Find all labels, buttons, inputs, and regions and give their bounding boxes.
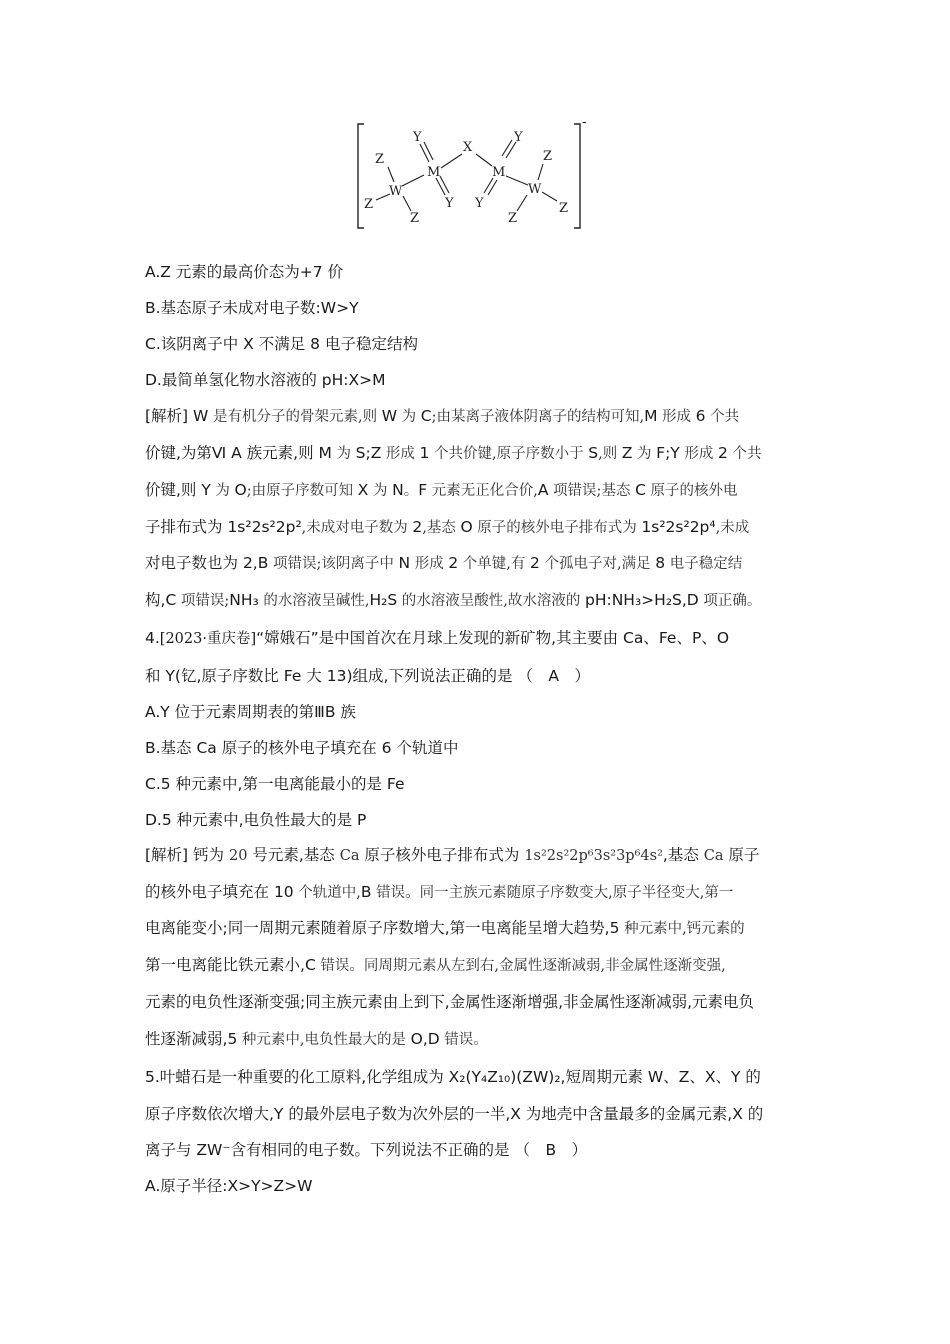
text-run: ,未成 bbox=[715, 520, 750, 536]
text-run: 1s²2s²2p² bbox=[227, 518, 302, 536]
text-run: pH:NH₃>H₂S,D bbox=[585, 591, 699, 609]
q4-option-d: D.5 种元素中,电负性最大的是 P bbox=[145, 811, 367, 829]
bracket-right bbox=[574, 124, 580, 228]
text-run: 是有机分子的骨架元素,则 bbox=[208, 409, 382, 425]
text-run: W bbox=[381, 407, 398, 425]
text-run: 钙为 bbox=[193, 846, 229, 864]
text-run: S;Z bbox=[355, 444, 382, 462]
text-run: 形成 bbox=[657, 409, 696, 425]
text-run: ;由某离子液体阴离子的结构可知, bbox=[431, 409, 645, 425]
text-run: 个单键,有 bbox=[458, 556, 531, 572]
text-run: 10 bbox=[273, 883, 294, 901]
text-run: 性逐渐减弱, bbox=[145, 1030, 228, 1048]
text-run: 5 bbox=[609, 919, 620, 937]
text-run: 电子稳定结 bbox=[665, 556, 743, 572]
text-run: B bbox=[360, 883, 372, 901]
text-run: 个共 bbox=[727, 446, 762, 462]
atom-y: Y bbox=[445, 196, 454, 211]
text-run: 构, bbox=[145, 591, 166, 609]
text-run: 个共价键,原子序数小于 bbox=[429, 446, 589, 462]
q5-option-a: A.原子半径:X>Y>Z>W bbox=[145, 1177, 313, 1195]
text-run: ,基态 bbox=[422, 520, 461, 536]
text-run: 2 bbox=[448, 554, 459, 572]
q3-option-d: D.最简单氢化物水溶液的 pH:X>M bbox=[145, 371, 386, 389]
text-run: 元素无正化合价, bbox=[427, 483, 538, 499]
text-run: 4. bbox=[145, 629, 160, 647]
text-run: 1 bbox=[419, 444, 430, 462]
q4-analysis-line bbox=[145, 845, 845, 866]
text-run: 形成 bbox=[410, 556, 449, 572]
text-run: C bbox=[420, 407, 432, 425]
text-run: 号元素,基态 bbox=[247, 846, 340, 864]
q5-stem-line bbox=[145, 1104, 845, 1124]
text-run: Ca bbox=[339, 848, 360, 864]
text-run: 1s²2s²2p⁴ bbox=[641, 518, 716, 536]
text-run: 种元素中,电负性最大的是 bbox=[237, 1032, 411, 1048]
q4-analysis-line bbox=[145, 918, 845, 939]
q4-analysis-line bbox=[145, 882, 845, 903]
text-run: 项错误; bbox=[176, 593, 230, 609]
text-run: O bbox=[460, 518, 473, 536]
q3-analysis-line bbox=[145, 480, 845, 501]
atom-y: Y bbox=[475, 196, 484, 211]
text-run: ,未成对电子数为 bbox=[301, 520, 413, 536]
text-run: 6 bbox=[695, 407, 706, 425]
q5-stem-line bbox=[145, 1140, 845, 1160]
atom-y: Y bbox=[514, 130, 523, 145]
text-run: 种元素中,钙元素的 bbox=[619, 921, 745, 937]
text-run: S bbox=[588, 444, 599, 462]
text-run: O,D bbox=[410, 1030, 440, 1048]
text-run: A bbox=[537, 481, 549, 499]
atom-z: Z bbox=[375, 152, 385, 167]
text-run: C bbox=[165, 591, 177, 609]
text-run: C bbox=[635, 481, 646, 499]
text-run: 为 bbox=[331, 446, 356, 462]
text-run: 原子的核外电子排布式为 bbox=[472, 520, 642, 536]
q3-option-c: C.该阴离子中 X 不满足 8 电子稳定结构 bbox=[145, 335, 418, 353]
text-run: [2023·重庆卷] bbox=[159, 631, 257, 647]
q4-option-b: B.基态 Ca 原子的核外电子填充在 6 个轨道中 bbox=[145, 739, 459, 757]
atom-m: M bbox=[427, 165, 441, 180]
text-run: 2 bbox=[717, 444, 728, 462]
text-run: W bbox=[193, 407, 209, 425]
text-run: 。 bbox=[403, 483, 419, 499]
q4-stem-line bbox=[145, 666, 845, 686]
text-run: 个轨道中, bbox=[293, 885, 361, 901]
text-run: 2 bbox=[530, 554, 540, 572]
text-run: Ca bbox=[703, 848, 724, 864]
text-run: N bbox=[398, 554, 411, 572]
text-run: 项正确。 bbox=[698, 593, 762, 609]
text-run: 5.叶蜡石是一种重要的化工原料,化学组成为 X₂(Y₄Z₁₀)(ZW)₂,短周期元素 W、Z、X、Y 的 bbox=[145, 1068, 761, 1086]
text-run: 2 bbox=[412, 518, 423, 536]
q5-stem-line bbox=[145, 1067, 845, 1087]
text-run: 第一电离能比铁元素小, bbox=[145, 956, 305, 974]
atom-z: Z bbox=[543, 149, 553, 164]
text-run: 个共 bbox=[705, 409, 740, 425]
text-run: F bbox=[418, 481, 428, 499]
text-run: 的水溶液呈酸性,故水溶液的 bbox=[397, 593, 585, 609]
bracket-left bbox=[358, 124, 364, 228]
q4-analysis-line bbox=[145, 1029, 845, 1050]
text-run: 项错误;该阴离子中 bbox=[268, 556, 399, 572]
atom-z: Z bbox=[364, 197, 374, 212]
anion-structure-diagram bbox=[352, 116, 592, 234]
atom-z: Z bbox=[508, 211, 518, 226]
charge-sign: - bbox=[582, 116, 587, 130]
text-run: Y bbox=[201, 481, 211, 499]
text-run: X bbox=[357, 481, 369, 499]
atom-z: Z bbox=[559, 201, 569, 216]
text-run: 形成 bbox=[679, 446, 718, 462]
text-run: M bbox=[644, 407, 658, 425]
q3-analysis-line bbox=[145, 590, 845, 611]
text-run: NH₃ bbox=[229, 591, 259, 609]
q3-option-a: A.Z 元素的最高价态为+7 价 bbox=[145, 263, 344, 281]
atom-w: W bbox=[389, 184, 403, 199]
text-run: ,基态 bbox=[662, 846, 704, 864]
text-run: 项错误;基态 bbox=[548, 483, 636, 499]
text-run: 原子的核外电 bbox=[645, 483, 738, 499]
text-run: 5 bbox=[227, 1030, 238, 1048]
text-run: 错误。同周期元素从左到右,金属性逐渐减弱,非金属性逐渐变强, bbox=[315, 958, 726, 974]
text-run: 价键,则 bbox=[145, 481, 202, 499]
text-run: ;由原子序数可知 bbox=[246, 483, 358, 499]
text-run: 形成 bbox=[381, 446, 420, 462]
q4-option-a: A.Y 位于元素周期表的第ⅢB 族 bbox=[145, 703, 356, 721]
text-run: 原子 bbox=[723, 846, 760, 864]
text-run: 的核外电子填充在 bbox=[145, 883, 274, 901]
text-run: [解析] bbox=[145, 407, 194, 425]
text-run: 为 bbox=[632, 446, 657, 462]
text-run: 和 Y(钇,原子序数比 Fe 大 13)组成,下列说法正确的是 （ A ） bbox=[145, 667, 590, 685]
q3-option-b: B.基态原子未成对电子数:W>Y bbox=[145, 299, 359, 317]
text-run: 为 bbox=[210, 483, 235, 499]
text-run: 错误。同一主族元素随原子序数变大,原子半径变大,第一 bbox=[371, 885, 734, 901]
text-run: 为 bbox=[397, 409, 421, 425]
q4-stem-line bbox=[145, 628, 845, 649]
q4-option-c: C.5 种元素中,第一电离能最小的是 Fe bbox=[145, 775, 405, 793]
text-run: O bbox=[234, 481, 247, 499]
text-run: 个孤电子对,满足 bbox=[539, 556, 656, 572]
text-run: Z bbox=[621, 444, 633, 462]
atom-w: W bbox=[528, 182, 542, 197]
text-run: 对电子数也为 bbox=[145, 554, 243, 572]
atom-z: Z bbox=[410, 211, 420, 226]
text-run: M bbox=[318, 444, 332, 462]
q3-analysis-line bbox=[145, 443, 845, 464]
text-run: C bbox=[304, 956, 316, 974]
q3-analysis-line bbox=[145, 553, 845, 574]
text-run: 8 bbox=[655, 554, 666, 572]
text-run: “嫦娥石”是中国首次在月球上发现的新矿物,其主要由 Ca、Fe、P、O bbox=[256, 629, 730, 647]
text-run: 子排布式为 bbox=[145, 518, 228, 536]
text-run: 电离能变小;同一周期元素随着原子序数增大,第一电离能呈增大趋势, bbox=[145, 919, 610, 937]
text-run: 1s²2s²2p⁶3s²3p⁶4s² bbox=[524, 848, 663, 864]
text-run: 价键,为第Ⅵ A 族元素,则 bbox=[145, 444, 319, 462]
text-run: N bbox=[392, 481, 404, 499]
q3-analysis-line bbox=[145, 406, 845, 427]
text-run: 离子与 ZW⁻含有相同的电子数。下列说法不正确的是 （ B ） bbox=[145, 1141, 588, 1159]
text-run: 错误。 bbox=[439, 1032, 488, 1048]
atom-m: M bbox=[492, 165, 506, 180]
text-run: 的水溶液呈碱性, bbox=[258, 593, 370, 609]
q4-analysis-line bbox=[145, 955, 845, 976]
text-run: F;Y bbox=[656, 444, 680, 462]
text-run: 2,B bbox=[242, 554, 269, 572]
text-run: [解析] bbox=[145, 846, 194, 864]
text-run: 原子序数依次增大,Y 的最外层电子数为次外层的一半,X 为地壳中含量最多的金属元素,X 的 bbox=[145, 1105, 764, 1123]
q3-analysis-line bbox=[145, 517, 845, 538]
text-run: 元素的电负性逐渐变强;同主族元素由上到下,金属性逐渐增强,非金属性逐渐减弱,元素电负 bbox=[145, 993, 755, 1011]
atom-x: X bbox=[463, 140, 473, 155]
text-run: ,则 bbox=[598, 446, 622, 462]
atom-y: Y bbox=[413, 130, 422, 145]
text-run: 原子核外电子排布式为 bbox=[359, 846, 525, 864]
q4-analysis-line bbox=[145, 992, 845, 1013]
text-run: 20 bbox=[228, 848, 248, 864]
atom-labels bbox=[364, 130, 568, 226]
text-run: 为 bbox=[368, 483, 393, 499]
text-run: H₂S bbox=[369, 591, 398, 609]
